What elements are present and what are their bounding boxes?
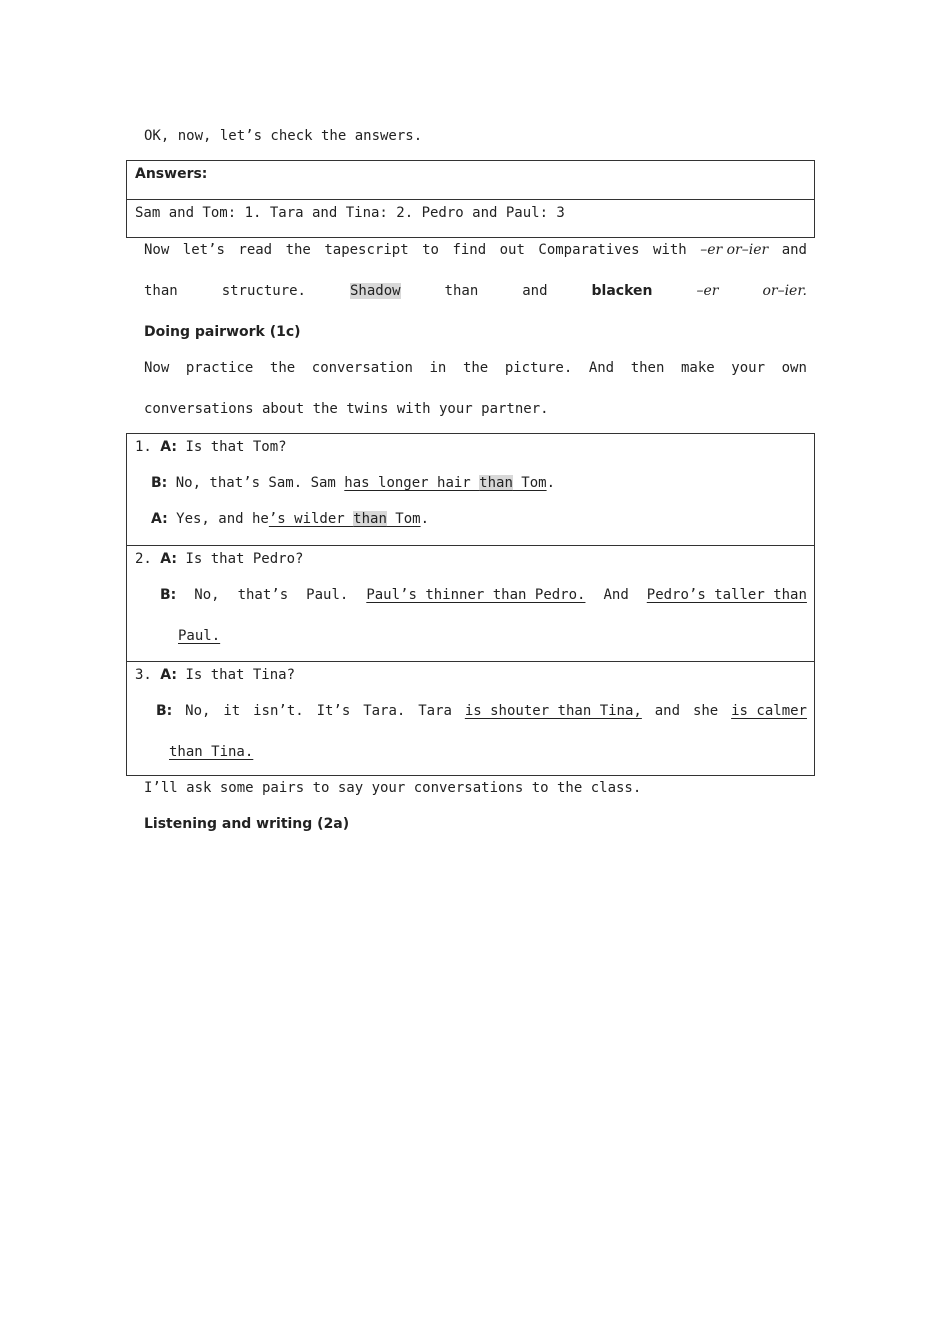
- underlined-phrase: Tom: [512, 475, 547, 491]
- number: 3.: [135, 667, 152, 683]
- conversation-3: [127, 661, 814, 776]
- line-text: Is that Tom?: [185, 439, 287, 455]
- number: 2.: [135, 551, 152, 567]
- word: tapescript: [324, 242, 409, 258]
- underlined-phrase: Paul’s thinner than Pedro.: [366, 587, 586, 603]
- conversation-1-b: [151, 475, 555, 491]
- word: that’s: [237, 587, 289, 603]
- pairwork-instruction-line-2: conversations about the twins with your partner.: [144, 401, 549, 417]
- conversation-3-a: [135, 667, 295, 683]
- answers-content-cell: [127, 199, 814, 239]
- word: make: [681, 360, 715, 376]
- word: than: [144, 283, 178, 299]
- conversation-2-b-continued: Paul.: [178, 628, 221, 644]
- shadow-word: Shadow: [349, 283, 401, 299]
- underlined-phrase: Tom: [386, 511, 421, 527]
- word: to: [422, 242, 439, 258]
- conversations-box: [126, 433, 815, 776]
- than-highlight: than: [353, 511, 387, 527]
- word: and: [781, 242, 807, 258]
- word: isn’t.: [253, 703, 304, 719]
- word: with: [653, 242, 687, 258]
- conversation-2-b: [160, 587, 807, 603]
- word: Paul.: [306, 587, 349, 603]
- conversation-1: [127, 434, 814, 545]
- listening-title: Listening and writing (2a): [144, 816, 350, 832]
- word: No,: [194, 587, 220, 603]
- word: read: [238, 242, 273, 258]
- tapescript-line-1: [144, 242, 807, 258]
- conversation-3-b: [156, 703, 807, 719]
- suffix-er: –er: [696, 283, 719, 299]
- word: the: [285, 242, 311, 258]
- intro-text: OK, now, let’s check the answers.: [144, 128, 423, 144]
- word: Tara.: [363, 703, 406, 719]
- speaker-b-label: B:: [151, 475, 168, 491]
- word: find: [452, 242, 487, 258]
- word: Tara: [418, 703, 452, 719]
- suffix-ier: or–ier.: [762, 283, 807, 299]
- speaker-a-label: A:: [151, 511, 168, 527]
- word: It’s: [316, 703, 351, 719]
- word: the: [462, 360, 489, 376]
- punctuation: .: [420, 511, 430, 527]
- answers-header: Answers:: [135, 166, 208, 182]
- punctuation: .: [546, 475, 556, 491]
- conversation-2-a: [135, 551, 303, 567]
- line-text: Is that Pedro?: [185, 551, 304, 567]
- word: own: [781, 360, 807, 376]
- word: and: [654, 703, 681, 719]
- conversation-1-a2: [151, 511, 429, 527]
- word: she: [692, 703, 719, 719]
- pairwork-instruction-line-1: [144, 360, 807, 376]
- word: Comparatives: [538, 242, 640, 258]
- word: and: [522, 283, 548, 299]
- word: out: [499, 242, 525, 258]
- word: let’s: [182, 242, 225, 258]
- word: practice: [185, 360, 254, 376]
- underlined-phrase: is shouter than Tina,: [464, 703, 642, 719]
- speaker-b-label: B:: [156, 703, 173, 719]
- word: Now: [144, 360, 170, 376]
- speaker-b-label: B:: [160, 587, 177, 603]
- word: structure.: [221, 283, 306, 299]
- conversation-3-b-continued: than Tina.: [169, 744, 254, 760]
- pairwork-title: Doing pairwork (1c): [144, 324, 301, 340]
- line-text: Yes, and he: [176, 511, 269, 527]
- answers-header-cell: [127, 161, 814, 199]
- line-text: Is that Tina?: [185, 667, 296, 683]
- word: your: [731, 360, 766, 376]
- underlined-phrase: Pedro’s taller than: [646, 587, 807, 603]
- speaker-a-label: A:: [160, 667, 177, 683]
- word: conversation: [311, 360, 413, 376]
- underlined-phrase: is calmer: [731, 703, 807, 719]
- conversation-1-a1: [135, 439, 287, 455]
- word: And: [603, 587, 629, 603]
- speaker-a-label: A:: [160, 551, 177, 567]
- line-text: No, that’s Sam. Sam: [175, 475, 345, 491]
- word: picture.: [504, 360, 573, 376]
- word: Now: [144, 242, 170, 258]
- closing-text: I’ll ask some pairs to say your conversations to the class.: [144, 780, 642, 796]
- word: And: [588, 360, 615, 376]
- word: then: [630, 360, 665, 376]
- than-highlight: than: [479, 475, 513, 491]
- speaker-a-label: A:: [160, 439, 177, 455]
- underlined-phrase: has longer hair: [344, 475, 480, 491]
- word: than: [444, 283, 479, 299]
- word: it: [223, 703, 241, 719]
- number: 1.: [135, 439, 152, 455]
- tapescript-line-2: [144, 283, 807, 299]
- word: in: [429, 360, 447, 376]
- word: the: [269, 360, 296, 376]
- answers-box: [126, 160, 815, 238]
- blacken-word: blacken: [591, 283, 653, 299]
- answers-content: Sam and Tom: 1. Tara and Tina: 2. Pedro and Paul: 3: [135, 205, 565, 221]
- word: No,: [185, 703, 211, 719]
- suffix-text: –er or–ier: [700, 242, 769, 258]
- conversation-2: [127, 545, 814, 662]
- underlined-phrase: ’s wilder: [268, 511, 354, 527]
